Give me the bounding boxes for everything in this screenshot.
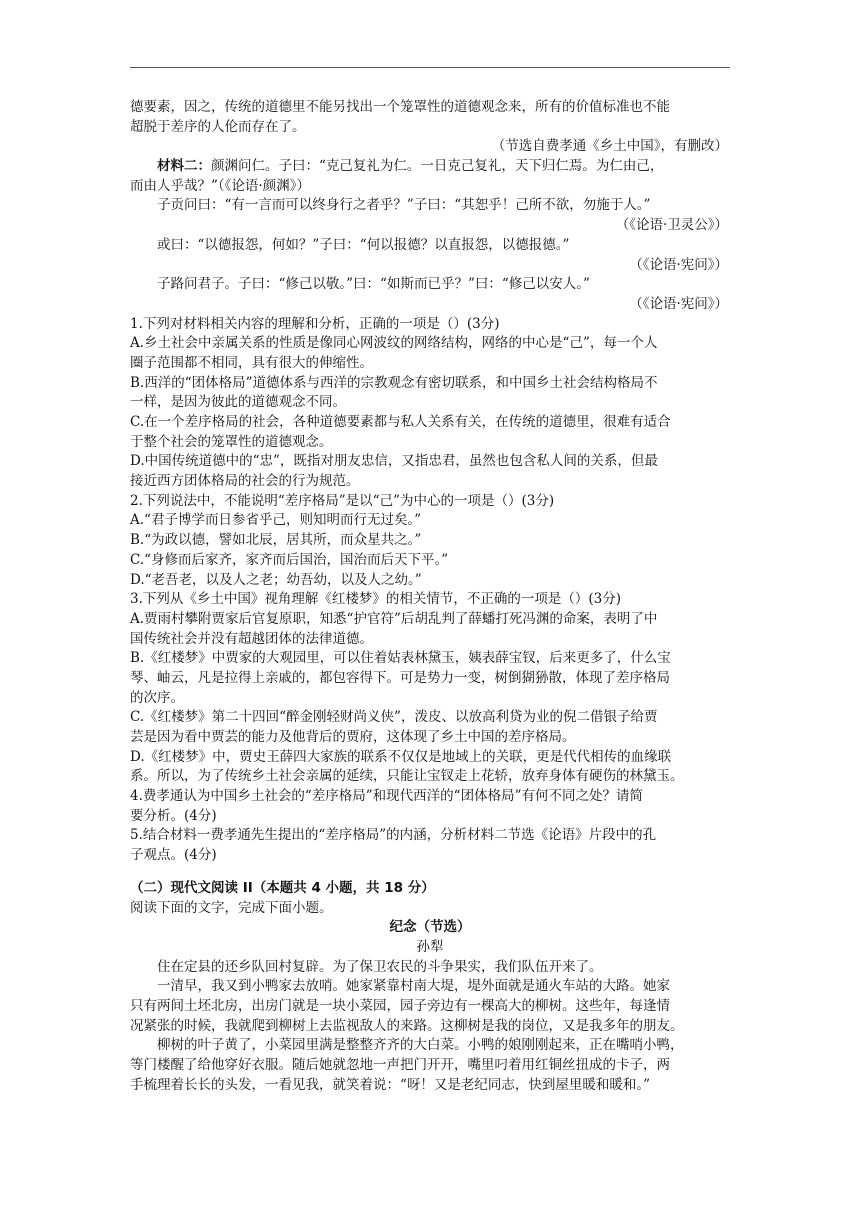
text-line: D.《红楼梦》中，贾史王薛四大家族的联系不仅仅是地域上的关联，更是代代相传的血缘联: [130, 748, 672, 765]
text-line: 况紧张的时候，我就爬到柳树上去监视敌人的来路。这柳树是我的岗位，又是我多年的朋友。: [130, 1017, 684, 1034]
text-line: 一样，是因为彼此的道德观念不同。: [130, 394, 346, 411]
text-line: 子路问君子。子曰：“修己以敬。”曰：“如斯而已乎？”曰：“修己以安人。”: [157, 276, 590, 293]
document-body: [130, 98, 730, 1095]
text-line: （节选自费孝通《乡土中国》，有删改）: [491, 138, 728, 155]
text-line: 接近西方团体格局的社会的行为规范。: [130, 473, 360, 490]
text-line: 手梳理着长长的头发，一看见我，就笑着说：“呀！又是老纪同志，快到屋里暖和暖和。”: [130, 1076, 651, 1093]
text-line: 圈子范围都不相同，具有很大的伸缩性。: [130, 354, 373, 371]
text-line: 或曰：“以德报怨，何如？”子曰：“何以报德？以直报怨，以德报德。”: [157, 236, 570, 253]
text-line: C.《红楼梦》第二十四回“醉金刚轻财尚义侠”，泼皮、以放高利贷为业的倪二借银子给贾: [130, 709, 658, 726]
text-line: 国传统社会并没有超越团体的法律道德。: [130, 630, 373, 647]
material-text: 颜渊问仁。子曰：“克己复礼为仁。一日克己复礼，天下归仁焉。为仁由己，: [211, 158, 664, 175]
text-line: 一清早，我又到小鸭家去放哨。她家紧靠村南大堤，堤外面就是通火车站的大路。她家: [157, 978, 670, 995]
text-line: （《论语·宪问》）: [629, 295, 728, 312]
text-line: A.贾雨村攀附贾家后官复原职，知悉“护官符”后胡乱判了薛蟠打死冯渊的命案，表明了中: [130, 610, 658, 627]
text-line: 5.结合材料一费孝通先生提出的“差序格局”的内涵，分析材料二节选《论语》片段中的孔: [130, 827, 657, 844]
text-line: B.《红楼梦》中贾家的大观园里，可以住着姑表林黛玉，姨表薛宝钗，后来更多了，什么宝: [130, 650, 671, 667]
text-line: 纪念（节选）: [389, 919, 471, 936]
text-line: 阅读下面的文字，完成下面小题。: [130, 899, 333, 916]
text-line: A.乡土社会中亲属关系的性质是像同心网波纹的网络结构，网络的中心是“己”，每一个人: [130, 335, 658, 352]
text-line: 4.费孝通认为中国乡土社会的“差序格局”和现代西洋的“团体格局”有何不同之处？请简: [130, 788, 643, 805]
text-line: （二）现代文阅读 II（本题共 4 小题，共 18 分）: [130, 879, 435, 896]
text-line: 芸是因为看中贾芸的能力及他背后的贾府，这体现了乡土中国的差序格局。: [130, 729, 576, 745]
text-line: 柳树的叶子黄了，小菜园里满是整整齐齐的大白菜。小鸭的娘刚刚起来，正在嘴哨小鸭，: [157, 1037, 684, 1054]
text-line: 系。所以，为了传统乡土社会亲属的延续，只能让宝钗走上花轿，放弃身体有硬伤的林黛玉。: [130, 768, 684, 785]
text-line: 2.下列说法中，不能说明“差序格局”是以“己”为中心的一项是（）(3分): [130, 492, 555, 509]
header-rule: [130, 67, 730, 68]
text-line: 住在定县的还乡队回村复辟。为了保卫农民的斗争果实，我们队伍开来了。: [157, 958, 603, 975]
text-line: 琴、岫云，凡是拉得上亲戚的，都包容得下。可是势力一变，树倒猢狲散，体现了差序格局: [130, 669, 670, 686]
text-line: B.“为政以德，譬如北辰，居其所，而众星共之。”: [130, 532, 422, 549]
text-line: 于整个社会的笼罩性的道德观念。: [130, 433, 333, 450]
text-line: 的次序。: [130, 689, 184, 706]
text-line: 超脱于差序的人伦而存在了。: [130, 118, 306, 135]
text-line: （《论语·宪问》）: [629, 256, 728, 273]
text-line: [130, 866, 730, 879]
text-line: 只有两间土坯北房，出房门就是一块小菜园，园子旁边有一棵高大的柳树。这些年，每逢情: [130, 997, 670, 1014]
text-line: 子贡问曰：“有一言而可以终身行之者乎？”子曰：“其恕乎！己所不欲，勿施于人。”: [157, 197, 651, 214]
text-line: 要分析。(4分): [130, 807, 217, 824]
text-line: D.“老吾老，以及人之老；幼吾幼，以及人之幼。”: [130, 571, 422, 588]
text-line: C.在一个差序格局的社会，各种道德要素都与私人关系有关，在传统的道德里，很难有适合: [130, 414, 671, 430]
text-line: B.西洋的“团体格局”道德体系与西洋的宗教观念有密切联系，和中国乡土社会结构格局不: [130, 374, 658, 391]
text-line: 子观点。(4分): [130, 847, 217, 864]
material-label: 材料二：: [157, 158, 211, 175]
text-line: 孙犁: [416, 938, 444, 955]
text-line: 而由人乎哉？”（《论语·颜渊》）: [130, 177, 310, 194]
text-line: A.“君子博学而日参省乎己，则知明而行无过矣。”: [130, 512, 422, 529]
text-line: 德要素，因之，传统的道德里不能另找出一个笼罩性的道德观念来，所有的价值标准也不能: [130, 99, 670, 115]
text-line: [130, 157, 730, 177]
text-line: C.“身修而后家齐，家齐而后国治，国治而后天下平。”: [130, 551, 449, 568]
text-line: （《论语·卫灵公》）: [615, 217, 728, 234]
text-line: D.中国传统道德中的“忠”，既指对朋友忠信，又指忠君，虽然也包含私人间的关系，但最: [130, 453, 658, 470]
text-line: 3.下列从《乡土中国》视角理解《红楼梦》的相关情节，不正确的一项是（）(3分): [130, 591, 622, 608]
text-line: 1.下列对材料相关内容的理解和分析，正确的一项是（）(3分): [130, 315, 500, 332]
text-line: 等门楼醒了给他穿好衣服。随后她就忽地一声把门开开，嘴里叼着用红铜丝扭成的卡子，两: [130, 1057, 670, 1073]
